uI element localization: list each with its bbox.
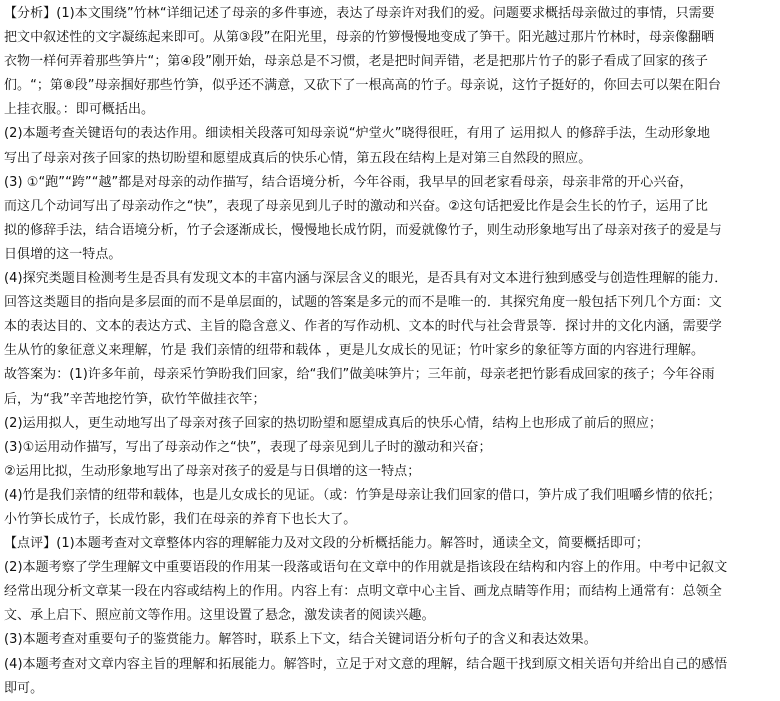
- text-line: (2)本题考查关键语句的表达作用。细读相关段落可知母亲说“炉堂火”晓得很旺，有用了 运用拟人 的修辞手法，生动形象地: [4, 126, 711, 142]
- text-line: (3)本题考查对重要句子的鉴赏能力。解答时，联系上下文，结合关键词语分析句子的含义和表达效果。: [4, 632, 597, 648]
- text-line: 小竹笋长成竹子，长成竹影，我们在母亲的养育下也长大了。: [4, 511, 357, 527]
- text-line: 生从竹的象征意义来理解，竹是 我们亲情的纽带和载体 ，更是儿女成长的见证；竹叶家乡的象征等方面的内容进行理解。: [4, 343, 705, 359]
- text-line: 上挂衣服。：即可概括出。: [4, 102, 155, 118]
- text-line: 【分析】(1)本文围绕”竹林“详细记述了母亲的多件事迹，表达了母亲许对我们的爱。问题要求概括母亲做过的事情，只需要: [4, 6, 715, 21]
- text-line: 故答案为：(1)许多年前，母亲采竹笋盼我们回家，给“我们”做美味笋片；三年前，母亲老把竹影看成回家的孩子；今年谷雨: [4, 367, 715, 383]
- text-line: 拟的修辞手法，结合语境分析，竹子会逐渐成长，慢慢地长成竹阴，而爱就像竹子，则生动形象地写出了母亲对孩子的爱是与: [4, 222, 722, 238]
- text-line: 们。“；第⑧段”母亲掴好那些竹笋，似乎还不满意，又砍下了一根高高的竹子。母亲说，这竹子挺好的，你回去可以架在阳台: [4, 78, 721, 94]
- text-line: 把文中叙述性的文字凝练起来即可。从第③段”在阳光里，母亲的竹箩慢慢地变成了笋干。阳光越过那片竹林时，母亲像翻晒: [4, 30, 715, 46]
- text-line: (3) ①“跑”“跨”“越”都是对母亲的动作描写，结合语境分析，今年谷雨，我早早的回老家看母亲，母亲非常的开心兴奋，: [4, 174, 693, 190]
- text-line: 本的表达目的、文本的表达方式、主旨的隐含意义、作者的写作动机、文本的时代与社会背景等．探讨井的文化内涵，需要学: [4, 319, 722, 335]
- text-line: 回答这类题目的指向是多层面的而不是单层面的，试题的答案是多元的而不是唯一的．其探究角度一般包括下列几个方面：文: [4, 295, 722, 311]
- text-line: (2)运用拟人，更生动地写出了母亲对孩子回家的热切盼望和愿望成真后的快乐心情，结构上也形成了前后的照应；: [4, 415, 663, 431]
- text-line: (4)竹是我们亲情的纽带和载体，也是儿女成长的见证。（或：竹笋是母亲让我们回家的借口，笋片成了我们咀嚼乡情的依托；: [4, 487, 721, 503]
- text-line: (2)本题考察了学生理解文中重要语段的作用某一段落或语句在文章中的作用就是指该段在结构和内容上的作用。中考中记叙文: [4, 560, 728, 576]
- text-line: 即可。: [4, 680, 44, 696]
- text-line: 经常出现分析文章某一段在内容或结构上的作用。内容上有：点明文章中心主旨、画龙点睛等作用；而结构上通常有：总领全: [4, 584, 722, 600]
- text-line: 后，为“我”辛苦地挖竹笋，砍竹竿做挂衣竿；: [4, 391, 266, 407]
- text-line: 日俱增的这一特点。: [4, 246, 122, 262]
- text-line: 写出了母亲对孩子回家的热切盼望和愿望成真后的快乐心情，第五段在结构上是对第三自然段的照应。: [4, 150, 592, 166]
- text-line: 衣物一样何弄着那些笋片“；第④段”刚开始，母亲总是不习惯，老是把时间弄错，老是把那片竹子的影子看成了回家的孩子: [4, 54, 708, 70]
- text-line: 文、承上启下、照应前文等作用。这里设置了悬念，激发读者的阅读兴趣。: [4, 608, 435, 624]
- text-line: (4)本题考查对文章内容主旨的理解和拓展能力。解答时，立足于对文意的理解，结合题干找到原文相关语句并给出自己的感悟: [4, 656, 728, 672]
- text-line: (4)探究类题目检测考生是否具有发现文本的丰富内涵与深层含义的眼光，是否具有对文本进行独到感受与创造性理解的能力．: [4, 271, 728, 287]
- text-line: 而这几个动词写出了母亲动作之“快”，表现了母亲见到儿子时的激动和兴奋。②这句话把爱比作是会生长的竹子，运用了比: [4, 198, 708, 214]
- text-line: 【点评】(1)本题考查对文章整体内容的理解能力及对文段的分析概括能力。解答时，通读全文，简要概括即可；: [4, 536, 649, 552]
- text-line: (3)①运用动作描写，写出了母亲动作之“快”，表现了母亲见到儿子时的激动和兴奋；: [4, 439, 492, 455]
- text-line: ②运用比拟，生动形象地写出了母亲对孩子的爱是与日俱增的这一特点；: [4, 463, 421, 479]
